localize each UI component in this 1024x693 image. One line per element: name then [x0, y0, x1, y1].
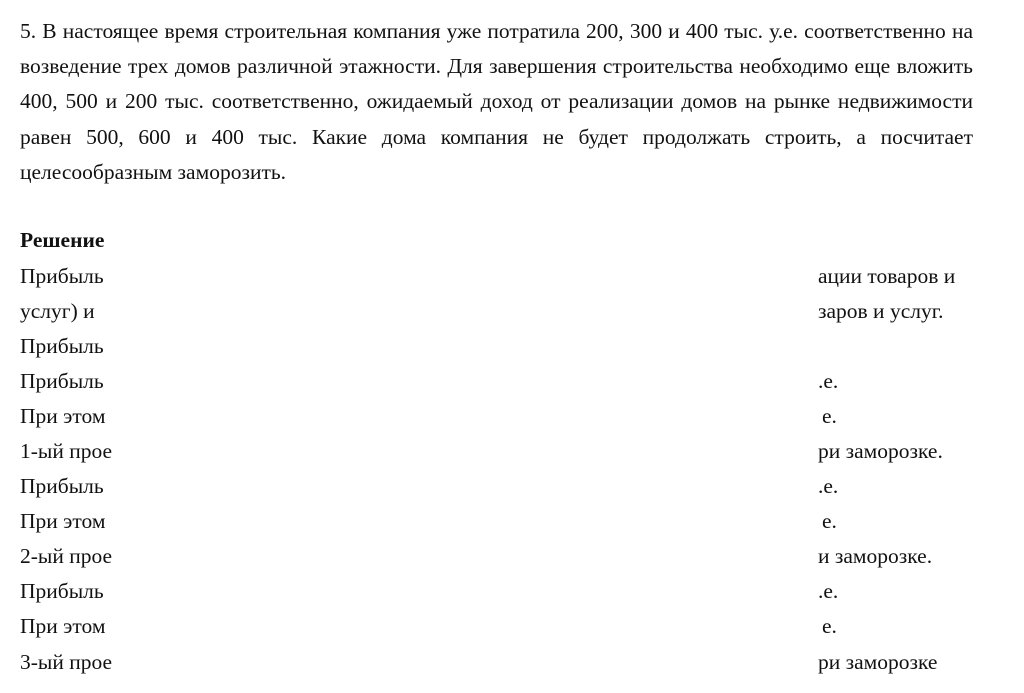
solution-line-10-right: .е. — [818, 579, 839, 603]
solution-line-7-left: Прибыль — [20, 474, 104, 498]
solution-line-5-left: При этом — [20, 404, 106, 428]
solution-line-12-right: ри заморозке — [818, 650, 938, 674]
solution-line-6-left: 1-ый прое — [20, 439, 113, 463]
solution-heading: Решение — [20, 228, 105, 252]
solution-line-9-right: и заморозке. — [818, 544, 933, 568]
solution-line-2-left: услуг) и — [20, 299, 95, 323]
solution-line-4-right: .е. — [818, 369, 839, 393]
solution-line-1-right: ации товаров и — [818, 264, 956, 288]
solution-line-5-right: е. — [822, 404, 837, 428]
solution-line-11-right: е. — [822, 614, 837, 638]
solution-line-4-left: Прибыль — [20, 369, 104, 393]
solution-line-1-left: Прибыль — [20, 264, 104, 288]
solution-line-7-right: .е. — [818, 474, 839, 498]
solution-line-8-right: е. — [822, 509, 837, 533]
solution-line-11-left: При этом — [20, 614, 106, 638]
solution-line-10-left: Прибыль — [20, 579, 104, 603]
solution-line-3-left: Прибыль — [20, 334, 104, 358]
solution-line-9-left: 2-ый прое — [20, 544, 113, 568]
problem-statement: 5. В настоящее время строительная компания уже потратила 200, 300 и 400 тыс. у.е. соответственно на возведение трех домов различной этажности. Для завершения строительства необходимо еще вложить 400, 500 и 200 тыс. соответственно, ожидаемый доход от реализации домов на рынке недвижимости равен 500, 600 и 400 тыс. Какие дома компания не будет продолжать строить, а посчитает целесообразным заморозить. — [20, 19, 973, 184]
solution-line-8-left: При этом — [20, 509, 106, 533]
solution-line-6-right: ри заморозке. — [818, 439, 943, 463]
solution-line-2-right: заров и услуг. — [818, 299, 944, 323]
redaction-block — [128, 258, 818, 693]
solution-line-12-left: 3-ый прое — [20, 650, 113, 674]
